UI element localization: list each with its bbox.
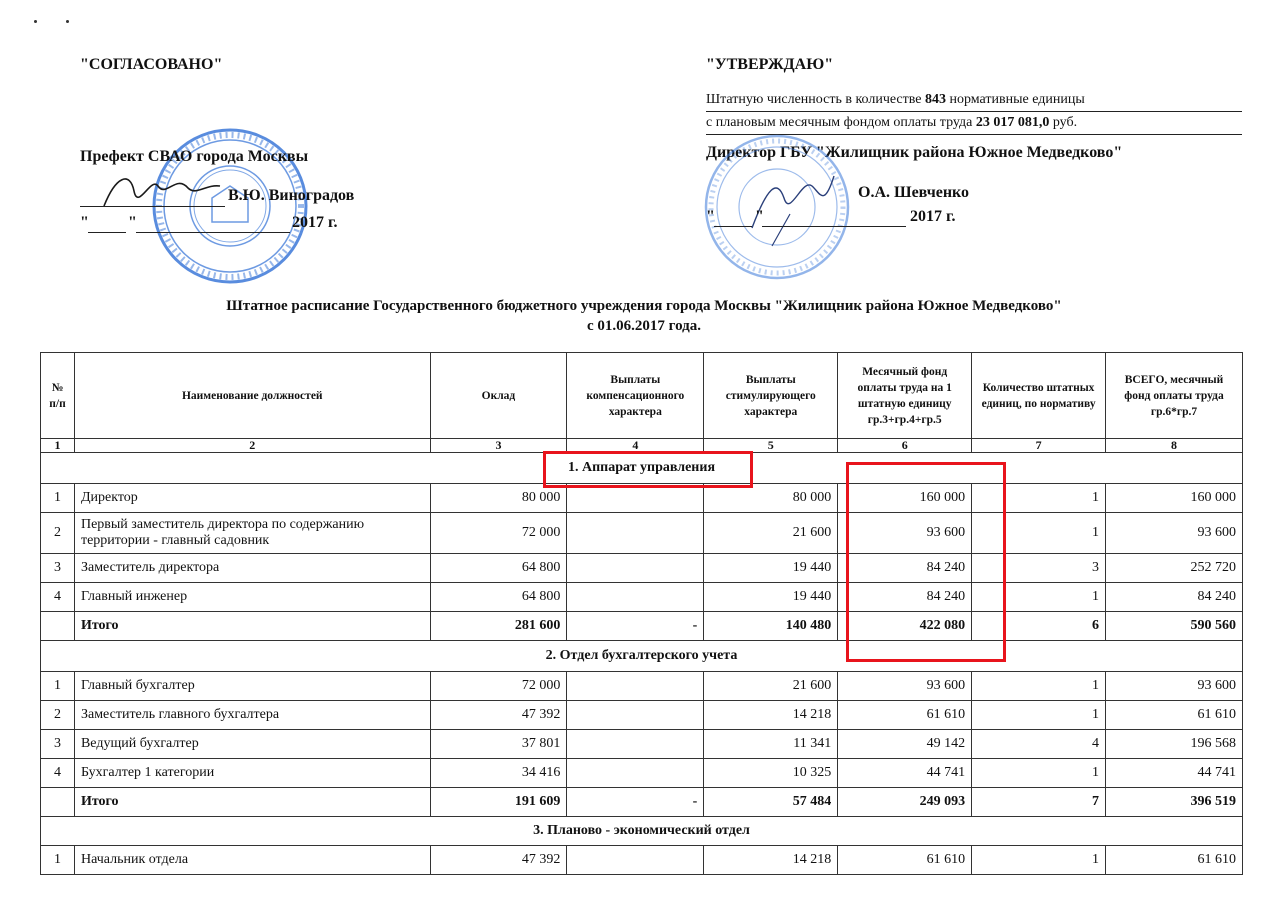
row-monthly-fund: 93 600 — [838, 513, 972, 554]
staff-schedule-table — [40, 352, 1243, 875]
col-number: 6 — [838, 439, 972, 453]
table-header-row — [41, 353, 1243, 439]
col-number: 4 — [567, 439, 704, 453]
col-header-salary: Оклад — [430, 353, 567, 439]
total-salary: 281 600 — [430, 612, 567, 641]
row-num: 1 — [41, 672, 75, 701]
row-num: 2 — [41, 701, 75, 730]
row-position: Заместитель главного бухгалтера — [74, 701, 430, 730]
scan-speck — [66, 20, 69, 23]
row-num: 2 — [41, 513, 75, 554]
total-salary: 191 609 — [430, 788, 567, 817]
total-amount: 590 560 — [1106, 612, 1243, 641]
staff-line-post: нормативные единицы — [949, 92, 1085, 107]
row-unit-count: 1 — [972, 484, 1106, 513]
row-total: 44 741 — [1106, 759, 1243, 788]
row-unit-count: 1 — [972, 701, 1106, 730]
director-position: Директор ГБУ "Жилищник района Южное Медведково" — [706, 144, 1123, 161]
col-header-num: № п/п — [41, 353, 75, 439]
total-compensation: - — [567, 788, 704, 817]
document-title: Штатное расписание Государственного бюджетного учреждения города Москвы "Жилищник района Южное Медведково" — [226, 298, 1062, 314]
row-total: 93 600 — [1106, 513, 1243, 554]
row-total: 93 600 — [1106, 672, 1243, 701]
row-stimulus: 10 325 — [704, 759, 838, 788]
col-header-stimulus: Выплаты стимулирующего характера — [704, 353, 838, 439]
total-row — [41, 788, 1243, 817]
left-date-year: 2017 г. — [292, 214, 338, 231]
table-row — [41, 730, 1243, 759]
row-compensation — [567, 513, 704, 554]
section-header-row — [41, 641, 1243, 672]
row-unit-count: 1 — [972, 846, 1106, 875]
row-position: Главный бухгалтер — [74, 672, 430, 701]
total-unit-count: 7 — [972, 788, 1106, 817]
fund-amount: 23 017 081,0 — [975, 115, 1050, 130]
table-row — [41, 701, 1243, 730]
row-total: 252 720 — [1106, 554, 1243, 583]
row-num: 4 — [41, 583, 75, 612]
row-salary: 64 800 — [430, 554, 567, 583]
prefect-position: Префект СВАО города Москвы — [80, 148, 309, 165]
total-label: Итого — [74, 788, 430, 817]
col-number: 7 — [972, 439, 1106, 453]
row-compensation — [567, 554, 704, 583]
row-stimulus: 14 218 — [704, 701, 838, 730]
row-unit-count: 1 — [972, 513, 1106, 554]
row-stimulus: 14 218 — [704, 846, 838, 875]
row-salary: 34 416 — [430, 759, 567, 788]
left-date-open-quote: " — [80, 214, 89, 231]
row-stimulus: 19 440 — [704, 583, 838, 612]
row-num: 3 — [41, 554, 75, 583]
row-num-empty — [41, 788, 75, 817]
row-total: 196 568 — [1106, 730, 1243, 759]
col-number: 1 — [41, 439, 75, 453]
table-row — [41, 583, 1243, 612]
row-position: Главный инженер — [74, 583, 430, 612]
col-number: 2 — [74, 439, 430, 453]
monthly-fund-highlight-box — [846, 462, 1006, 662]
fund-line-post: руб. — [1052, 115, 1078, 130]
row-unit-count: 1 — [972, 759, 1106, 788]
scan-speck — [34, 20, 37, 23]
staff-line-pre: Штатную численность в количестве — [706, 92, 922, 107]
row-num: 1 — [41, 846, 75, 875]
row-num: 3 — [41, 730, 75, 759]
row-salary: 80 000 — [430, 484, 567, 513]
section-highlight-box — [543, 451, 753, 488]
prefect-sign-line — [80, 206, 225, 207]
row-stimulus: 21 600 — [704, 672, 838, 701]
row-salary: 64 800 — [430, 583, 567, 612]
row-unit-count: 4 — [972, 730, 1106, 759]
table-row — [41, 846, 1243, 875]
row-stimulus: 11 341 — [704, 730, 838, 759]
total-compensation: - — [567, 612, 704, 641]
total-monthly-fund: 422 080 — [838, 612, 972, 641]
approve-label: "УТВЕРЖДАЮ" — [706, 56, 834, 73]
row-salary: 47 392 — [430, 846, 567, 875]
row-monthly-fund: 84 240 — [838, 554, 972, 583]
row-position: Заместитель директора — [74, 554, 430, 583]
fund-line — [706, 115, 1077, 131]
right-date-open-quote: " — [706, 208, 715, 225]
right-date-month-line — [762, 226, 906, 227]
row-position: Ведущий бухгалтер — [74, 730, 430, 759]
director-name: О.А. Шевченко — [858, 184, 970, 201]
row-unit-count: 1 — [972, 583, 1106, 612]
row-num: 4 — [41, 759, 75, 788]
left-date-close-quote: " — [128, 214, 137, 231]
col-header-total: ВСЕГО, месячный фонд оплаты труда гр.6*гр.7 — [1106, 353, 1243, 439]
row-salary: 37 801 — [430, 730, 567, 759]
row-compensation — [567, 730, 704, 759]
left-date-day-line — [88, 232, 126, 233]
row-salary: 47 392 — [430, 701, 567, 730]
document-subtitle: с 01.06.2017 года. — [586, 318, 701, 334]
total-amount: 396 519 — [1106, 788, 1243, 817]
section-header-row — [41, 817, 1243, 846]
row-compensation — [567, 759, 704, 788]
table-row — [41, 513, 1243, 554]
staff-underline — [706, 111, 1242, 112]
col-number: 5 — [704, 439, 838, 453]
total-row — [41, 612, 1243, 641]
row-stimulus: 80 000 — [704, 484, 838, 513]
row-total: 84 240 — [1106, 583, 1243, 612]
row-monthly-fund: 61 610 — [838, 701, 972, 730]
staff-count-line — [706, 92, 1085, 108]
row-position: Директор — [74, 484, 430, 513]
right-date-year: 2017 г. — [910, 208, 956, 225]
row-compensation — [567, 701, 704, 730]
row-compensation — [567, 583, 704, 612]
row-monthly-fund: 160 000 — [838, 484, 972, 513]
col-header-compensation: Выплаты компенсационного характера — [567, 353, 704, 439]
col-header-unit-count: Количество штатных единиц, по нормативу — [972, 353, 1106, 439]
row-num-empty — [41, 612, 75, 641]
row-total: 61 610 — [1106, 701, 1243, 730]
left-date-month-line — [136, 232, 290, 233]
row-monthly-fund: 93 600 — [838, 672, 972, 701]
col-header-position: Наименование должностей — [74, 353, 430, 439]
row-num: 1 — [41, 484, 75, 513]
row-position: Начальник отдела — [74, 846, 430, 875]
row-compensation — [567, 846, 704, 875]
approved-label: "СОГЛАСОВАНО" — [80, 56, 223, 73]
row-salary: 72 000 — [430, 513, 567, 554]
staff-count: 843 — [925, 92, 947, 107]
prefect-signature — [96, 166, 226, 216]
row-compensation — [567, 672, 704, 701]
section-title: 3. Планово - экономический отдел — [41, 817, 1243, 846]
total-label: Итого — [74, 612, 430, 641]
row-stimulus: 21 600 — [704, 513, 838, 554]
total-stimulus: 140 480 — [704, 612, 838, 641]
table-row — [41, 554, 1243, 583]
total-stimulus: 57 484 — [704, 788, 838, 817]
section-title: 2. Отдел бухгалтерского учета — [41, 641, 1243, 672]
row-stimulus: 19 440 — [704, 554, 838, 583]
total-monthly-fund: 249 093 — [838, 788, 972, 817]
row-monthly-fund: 61 610 — [838, 846, 972, 875]
right-date-day-line — [714, 226, 752, 227]
prefect-name: В.Ю. Виноградов — [228, 187, 355, 204]
total-unit-count: 6 — [972, 612, 1106, 641]
col-header-monthly-fund: Месячный фонд оплаты труда на 1 штатную единицу гр.3+гр.4+гр.5 — [838, 353, 972, 439]
row-unit-count: 1 — [972, 672, 1106, 701]
row-unit-count: 3 — [972, 554, 1106, 583]
fund-line-pre: с плановым месячным фондом оплаты труда — [706, 115, 973, 130]
col-number: 8 — [1106, 439, 1243, 453]
row-monthly-fund: 84 240 — [838, 583, 972, 612]
section-title: 1. Аппарат управления — [41, 453, 1243, 484]
col-number: 3 — [430, 439, 567, 453]
row-total: 61 610 — [1106, 846, 1243, 875]
row-salary: 72 000 — [430, 672, 567, 701]
table-row — [41, 672, 1243, 701]
table-row — [41, 759, 1243, 788]
row-total: 160 000 — [1106, 484, 1243, 513]
row-position: Бухгалтер 1 категории — [74, 759, 430, 788]
right-date-close-quote: " — [755, 208, 764, 225]
row-monthly-fund: 44 741 — [838, 759, 972, 788]
row-monthly-fund: 49 142 — [838, 730, 972, 759]
row-position: Первый заместитель директора по содержанию территории - главный садовник — [74, 513, 430, 554]
